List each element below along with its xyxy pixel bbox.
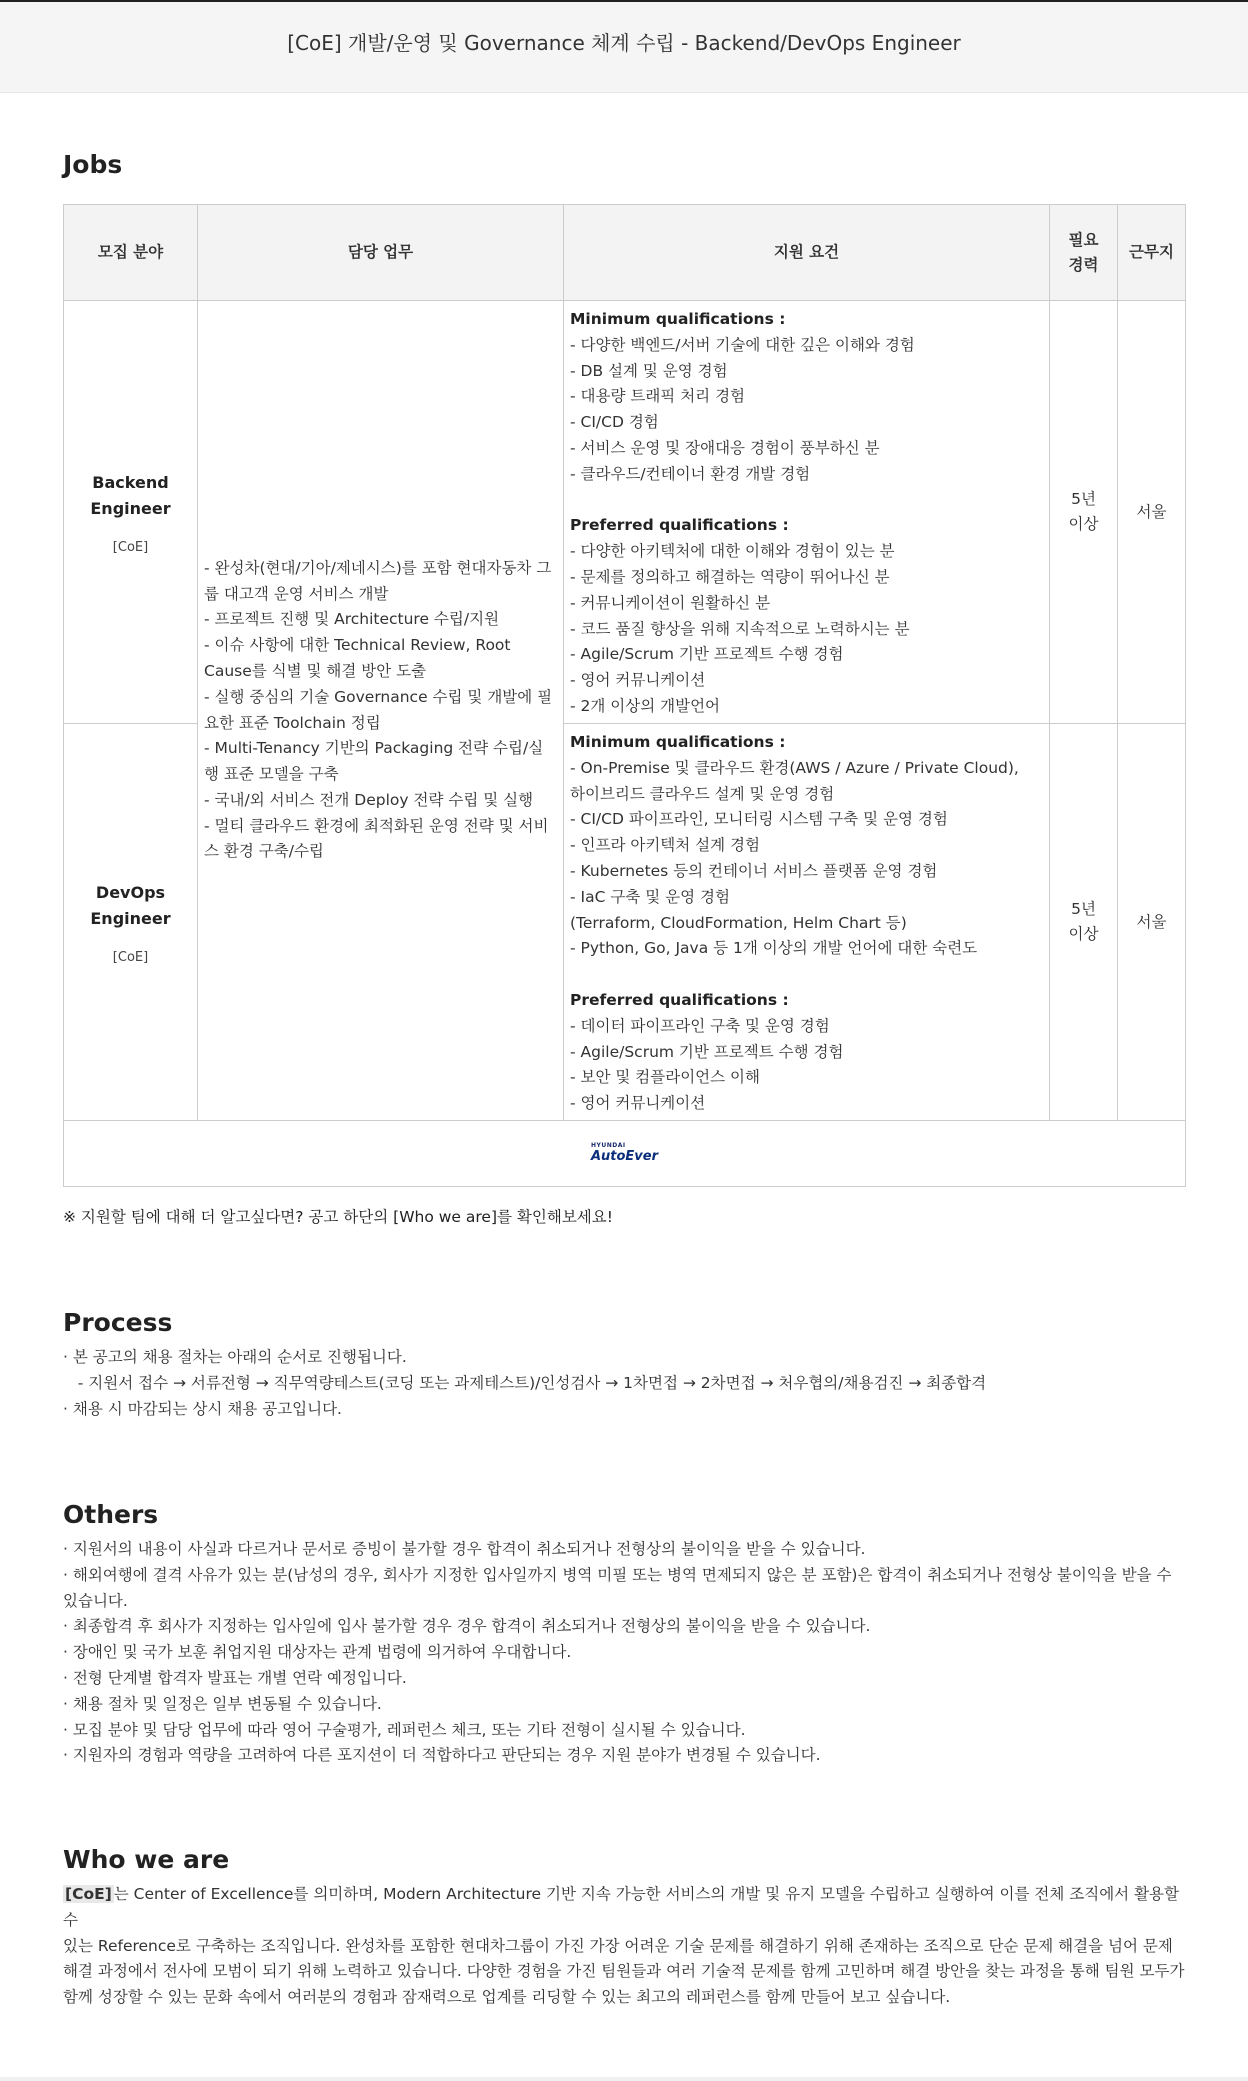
others-line: 있습니다. <box>63 1591 128 1610</box>
who-line: 있는 Reference로 구축하는 조직입니다. 완성차를 포함한 현대차그룹이 가진 가장 어려운 기술 문제를 해결하기 위해 존재하는 조직으로 단순 문제 해결을 넘어 문제 <box>63 1936 1173 1955</box>
field-name-line1: Backend <box>92 472 169 492</box>
experience-years: 5년 <box>1071 490 1096 508</box>
min-qual-heading: Minimum qualifications : <box>570 733 786 751</box>
process-text <box>63 1345 1185 1422</box>
field-name-line2: Engineer <box>90 908 171 928</box>
pref-qual-item: - 보안 및 컴플라이언스 이해 <box>570 1068 761 1087</box>
min-qual-item: - 클라우드/컨테이너 환경 개발 경험 <box>570 464 811 483</box>
min-qual-item: - 서비스 운영 및 장애대응 경험이 풍부하신 분 <box>570 438 880 457</box>
logo-line2: AutoEver <box>590 1149 659 1164</box>
team-info-note: ※ 지원할 팀에 대해 더 알고싶다면? 공고 하단의 [Who we are]를 확인해보세요! <box>63 1208 613 1226</box>
others-line: · 해외여행에 결격 사유가 있는 분(남성의 경우, 회사가 지정한 입사일까지 병역 미필 또는 병역 면제되지 않은 분 포함)은 합격이 취소되거나 전형상 불이익을 받을 수 <box>63 1565 1172 1584</box>
who-line1-text: 는 Center of Excellence를 의미하며, Modern Architecture 기반 지속 가능한 서비스의 개발 및 유지 모델을 수립하고 실행하여 이를 전체 조직에서 활용할 수 <box>63 1885 1180 1929</box>
who-text <box>63 1882 1185 2011</box>
experience-cell <box>1050 724 1118 1121</box>
who-section-title: Who we are <box>63 1845 230 1874</box>
field-name-line1: DevOps <box>95 882 166 902</box>
col-duty-header: 담당 업무 <box>198 205 564 301</box>
process-section-title: Process <box>63 1308 173 1337</box>
min-qual-item: 하이브리드 클라우드 설계 및 운영 경험 <box>570 784 835 803</box>
location-cell: 서울 <box>1118 724 1186 1121</box>
table-row <box>64 301 1186 724</box>
field-tag: [CoE] <box>112 949 149 965</box>
logo-row <box>64 1121 1186 1187</box>
others-line: · 지원서의 내용이 사실과 다르거나 문서로 증빙이 불가할 경우 합격이 취소되거나 전형상의 불이익을 받을 수 있습니다. <box>63 1540 866 1558</box>
requirements-cell-backend <box>564 301 1050 724</box>
others-line: · 지원자의 경험과 역량을 고려하여 다른 포지션이 더 적합하다고 판단되는 경우 지원 분야가 변경될 수 있습니다. <box>63 1746 821 1765</box>
experience-cell <box>1050 301 1118 724</box>
process-line: · 채용 시 마감되는 상시 채용 공고입니다. <box>63 1399 342 1418</box>
field-tag: [CoE] <box>112 539 149 555</box>
field-name-line2: Engineer <box>90 498 171 518</box>
duty-item: - 멀티 클라우드 환경에 최적화된 운영 전략 및 서비스 환경 구축/수립 <box>204 816 549 861</box>
hyundai-autoever-logo <box>591 1143 658 1163</box>
duty-item: - 프로젝트 진행 및 Architecture 수립/지원 <box>204 610 500 629</box>
min-qual-item: - 인프라 아키텍처 설계 경험 <box>570 836 761 855</box>
experience-suffix: 이상 <box>1068 925 1099 943</box>
min-qual-item: - CI/CD 경험 <box>570 413 659 432</box>
min-qual-item: - On-Premise 및 클라우드 환경(AWS / Azure / Private Cloud), <box>570 758 1019 777</box>
min-qual-item: - 다양한 백엔드/서버 기술에 대한 깊은 이해와 경험 <box>570 335 915 354</box>
pref-qual-item: - 커뮤니케이션이 원활하신 분 <box>570 593 771 612</box>
min-qual-item: - CI/CD 파이프라인, 모니터링 시스템 구축 및 운영 경험 <box>570 810 948 829</box>
who-line: 해결 과정에서 전사에 모범이 되기 위해 노력하고 있습니다. 다양한 경험을 가진 팀원들과 여러 기술적 문제를 함께 고민하며 해결 방안을 찾는 과정을 통해 팀원 모두가 <box>63 1962 1185 1981</box>
min-qual-item: - 대용량 트래픽 처리 경험 <box>570 387 746 406</box>
min-qual-item: (Terraform, CloudFormation, Helm Chart 등) <box>570 913 907 932</box>
col-experience-line2: 경력 <box>1068 255 1099 274</box>
pref-qual-item: - 문제를 정의하고 해결하는 역량이 뛰어나신 분 <box>570 567 890 586</box>
pref-qual-heading: Preferred qualifications : <box>570 990 789 1009</box>
logo-cell <box>64 1121 1186 1187</box>
others-line: · 모집 분야 및 담당 업무에 따라 영어 구술평가, 레퍼런스 체크, 또는 기타 전형이 실시될 수 있습니다. <box>63 1720 746 1739</box>
process-line: - 지원서 접수 → 서류전형 → 직무역량테스트(코딩 또는 과제테스트)/인성검사 → 1차면접 → 2차면접 → 처우협의/채용검진 → 최종합격 <box>63 1373 987 1392</box>
min-qual-item: - IaC 구축 및 운영 경험 <box>570 887 730 906</box>
pref-qual-item: - Agile/Scrum 기반 프로젝트 수행 경험 <box>570 645 844 664</box>
others-line: · 전형 단계별 합격자 발표는 개별 연락 예정입니다. <box>63 1668 407 1687</box>
duty-cell <box>198 301 564 1121</box>
page-title: [CoE] 개발/운영 및 Governance 체계 수립 - Backend/DevOps Engineer <box>287 31 961 55</box>
duty-item: - Multi-Tenancy 기반의 Packaging 전략 수립/실행 표준 모델을 구축 <box>204 739 544 784</box>
process-line: · 본 공고의 채용 절차는 아래의 순서로 진행됩니다. <box>63 1348 407 1366</box>
jobs-section-title: Jobs <box>63 150 123 179</box>
min-qual-item: - DB 설계 및 운영 경험 <box>570 361 728 380</box>
pref-qual-item: - 다양한 아키텍처에 대한 이해와 경험이 있는 분 <box>570 542 895 561</box>
pref-qual-item: - 코드 품질 향상을 위해 지속적으로 노력하시는 분 <box>570 619 910 638</box>
pref-qual-item: - 영어 커뮤니케이션 <box>570 1094 706 1113</box>
field-cell-backend <box>64 301 198 724</box>
experience-suffix: 이상 <box>1068 515 1099 533</box>
who-line: 함께 성장할 수 있는 문화 속에서 여러분의 경험과 잠재력으로 업계를 리딩할 수 있는 최고의 레퍼런스를 함께 만들어 보고 싶습니다. <box>63 1988 951 2007</box>
min-qual-item: - Kubernetes 등의 컨테이너 서비스 플랫폼 운영 경험 <box>570 861 938 880</box>
pref-qual-item: - 2개 이상의 개발언어 <box>570 696 721 715</box>
others-line: · 장애인 및 국가 보훈 취업지원 대상자는 관계 법령에 의거하여 우대합니다. <box>63 1643 572 1662</box>
experience-years: 5년 <box>1071 900 1096 918</box>
duty-item: - 국내/외 서비스 전개 Deploy 전략 수립 및 실행 <box>204 790 534 809</box>
table-header-row <box>64 205 1186 301</box>
duty-item: - 이슈 사항에 대한 Technical Review, Root Cause를 식별 및 해결 방안 도출 <box>204 636 511 680</box>
others-text <box>63 1537 1185 1769</box>
col-experience-line1: 필요 <box>1068 230 1099 249</box>
field-cell-devops <box>64 724 198 1121</box>
who-line <box>63 1882 1185 1934</box>
duty-item: - 완성차(현대/기아/제네시스)를 포함 현대자동차 그룹 대고객 운영 서비스 개발 <box>204 558 552 603</box>
pref-qual-item: - 영어 커뮤니케이션 <box>570 671 706 690</box>
requirements-cell-devops <box>564 724 1050 1121</box>
pref-qual-heading: Preferred qualifications : <box>570 516 789 535</box>
col-location-header: 근무지 <box>1118 205 1186 301</box>
col-experience-header <box>1050 205 1118 301</box>
min-qual-heading: Minimum qualifications : <box>570 310 786 328</box>
others-section-title: Others <box>63 1500 159 1529</box>
page-header <box>0 0 1248 93</box>
location-cell: 서울 <box>1118 301 1186 724</box>
min-qual-item: - Python, Go, Java 등 1개 이상의 개발 언어에 대한 숙련도 <box>570 939 978 958</box>
footer-divider <box>0 2077 1248 2081</box>
coe-highlight: [CoE] <box>65 1885 112 1903</box>
others-line: · 최종합격 후 회사가 지정하는 입사일에 입사 불가할 경우 경우 합격이 취소되거나 전형상의 불이익을 받을 수 있습니다. <box>63 1617 871 1636</box>
logo-line1: HYUNDAI <box>590 1142 626 1149</box>
jobs-table <box>63 204 1186 1187</box>
duty-item: - 실행 중심의 기술 Governance 수립 및 개발에 필요한 표준 Toolchain 정립 <box>204 687 553 732</box>
col-requirements-header: 지원 요건 <box>564 205 1050 301</box>
pref-qual-item: - Agile/Scrum 기반 프로젝트 수행 경험 <box>570 1042 844 1061</box>
others-line: · 채용 절차 및 일정은 일부 변동될 수 있습니다. <box>63 1694 382 1713</box>
col-field-header: 모집 분야 <box>64 205 198 301</box>
pref-qual-item: - 데이터 파이프라인 구축 및 운영 경험 <box>570 1016 830 1035</box>
